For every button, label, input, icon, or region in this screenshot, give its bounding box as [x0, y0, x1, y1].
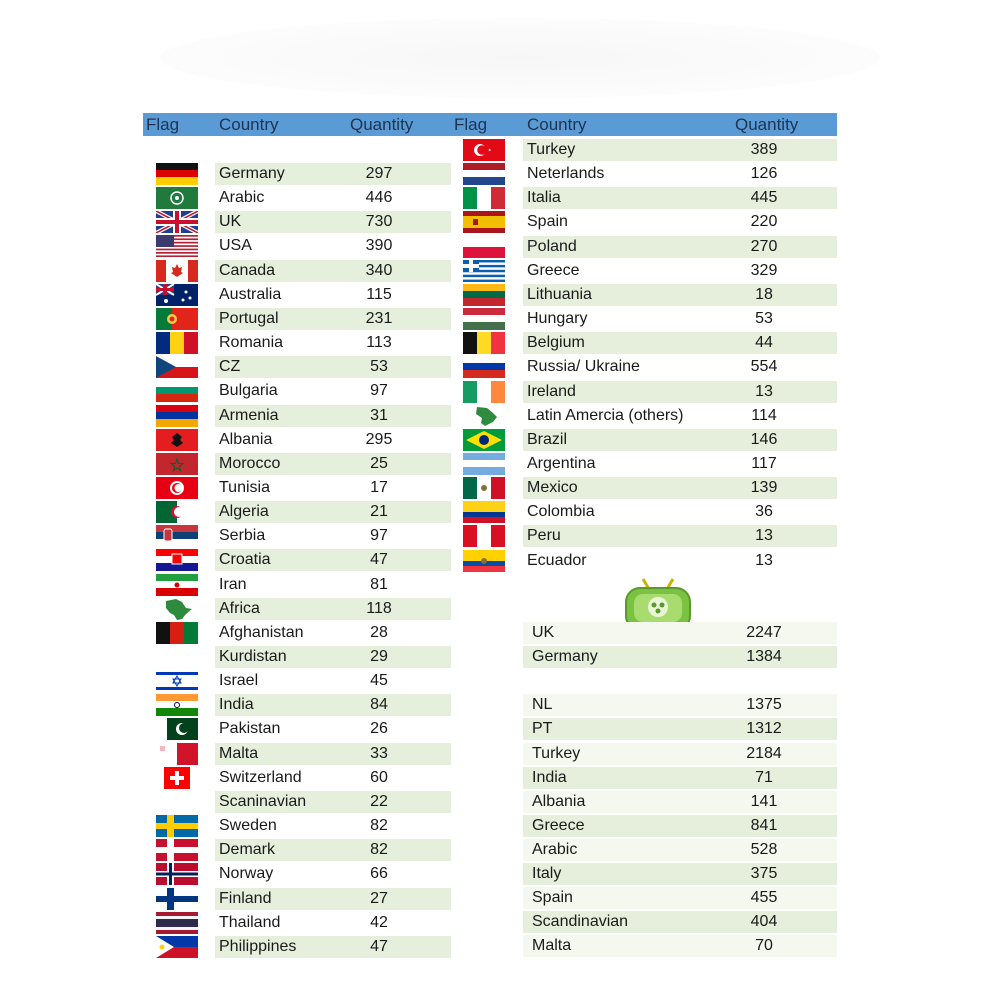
usa-flag — [156, 235, 198, 257]
country-name: Afghanistan — [219, 623, 304, 641]
armenia-flag — [156, 405, 198, 427]
turkey-flag — [463, 139, 505, 161]
canada-flag — [156, 260, 198, 282]
argentina-flag — [463, 453, 505, 475]
channel-quantity: 27 — [370, 889, 388, 907]
country-name: Poland — [527, 237, 577, 255]
lithuania-flag — [463, 284, 505, 306]
vod-quantity: 528 — [750, 841, 778, 858]
greece-flag — [463, 260, 505, 282]
country-name: Tunisia — [219, 478, 270, 496]
vod-country-name: Italy — [532, 865, 562, 882]
country-name: Ecuador — [527, 551, 587, 569]
country-name: Norway — [219, 865, 274, 883]
channel-quantity: 113 — [366, 334, 392, 352]
channel-quantity: 81 — [370, 575, 388, 593]
country-name: India — [219, 696, 254, 714]
header-country-left: Country — [219, 115, 279, 134]
channel-quantity: 13 — [755, 382, 773, 400]
header-quantity-left: Quantity — [350, 115, 414, 134]
vod-quantity: 70 — [755, 937, 773, 954]
channel-quantity: 47 — [370, 937, 388, 955]
arab-league-flag — [156, 187, 198, 209]
country-name: UK — [219, 213, 242, 231]
poland-flag — [463, 236, 505, 258]
country-name: Ireland — [527, 382, 576, 400]
country-name: Brazil — [527, 430, 568, 448]
country-name: Lithuania — [527, 285, 592, 303]
channel-quantity: 390 — [365, 237, 393, 255]
channel-quantity: 22 — [370, 792, 388, 810]
mexico-flag — [463, 477, 505, 499]
vod-country-name: Greece — [532, 817, 585, 834]
vod-quantity: 1312 — [746, 720, 782, 737]
pakistan-flag — [156, 718, 198, 740]
africa-map-icon — [156, 598, 198, 620]
country-name: Russia/ Ukraine — [527, 358, 640, 376]
malta-flag — [156, 743, 198, 765]
channel-quantity: 231 — [365, 309, 393, 327]
country-name: Malta — [219, 744, 259, 762]
vod-quantity: 71 — [755, 769, 773, 786]
country-name: Argentina — [527, 454, 596, 472]
channel-quantity: 45 — [370, 672, 388, 690]
ecuador-flag — [463, 550, 505, 572]
country-name: Colombia — [527, 503, 595, 521]
vod-quantity: 404 — [750, 913, 778, 930]
finland-flag — [156, 888, 198, 910]
country-name: Armenia — [219, 406, 279, 424]
sweden-flag — [156, 815, 198, 837]
country-name: Canada — [219, 261, 276, 279]
vod-country-name: Germany — [532, 648, 598, 665]
czech-flag — [156, 356, 198, 378]
channel-quantity: 730 — [365, 213, 393, 231]
channel-quantity: 146 — [750, 430, 778, 448]
philippines-flag — [156, 936, 198, 958]
country-name: Pakistan — [219, 720, 281, 738]
vod-quantity: 1384 — [746, 648, 782, 665]
iran-flag — [156, 574, 198, 596]
channel-quantity: 29 — [370, 648, 388, 665]
channel-quantity: 44 — [755, 334, 773, 352]
country-name: Bulgaria — [219, 382, 278, 400]
channel-quantity: 295 — [365, 430, 393, 448]
channel-quantity: 554 — [750, 358, 778, 376]
header-flag-right: Flag — [454, 115, 488, 134]
bulgaria-flag — [156, 380, 198, 402]
channel-quantity: 33 — [370, 744, 388, 762]
norway-flag — [156, 863, 198, 885]
channel-quantity: 13 — [755, 551, 773, 569]
morocco-flag — [156, 453, 198, 475]
country-name: Albania — [219, 430, 273, 448]
channel-quantity: 115 — [366, 285, 392, 303]
country-name: Australia — [219, 285, 282, 303]
channel-quantity: 445 — [750, 189, 778, 207]
channel-quantity: 220 — [750, 213, 778, 231]
portugal-flag — [156, 308, 198, 330]
country-name: Croatia — [219, 551, 271, 569]
country-name: Morocco — [219, 454, 281, 472]
algeria-flag — [156, 501, 198, 523]
australia-flag — [156, 284, 198, 306]
vod-country-name: Turkey — [532, 745, 581, 762]
channel-quantity: 389 — [750, 141, 778, 158]
vod-country-name: UK — [532, 624, 555, 641]
channel-quantity: 53 — [755, 310, 773, 328]
country-name: Hungary — [527, 310, 588, 328]
country-name: Scaninavian — [219, 792, 307, 810]
india-flag — [156, 694, 198, 716]
header-banner-area — [160, 18, 880, 98]
channel-quantity: 66 — [370, 865, 388, 883]
country-name: Switzerland — [219, 768, 302, 786]
vod-quantity: 841 — [750, 817, 778, 834]
vod-country-name: Scandinavian — [532, 913, 629, 930]
country-name: Thailand — [219, 913, 281, 931]
country-name: Peru — [527, 527, 561, 545]
country-name: Israel — [219, 672, 259, 690]
afghanistan-flag — [156, 622, 198, 644]
channel-quantity: 117 — [751, 454, 777, 472]
country-name: Mexico — [527, 479, 578, 497]
country-name: Greece — [527, 261, 580, 279]
country-name: Sweden — [219, 817, 277, 835]
thailand-flag — [156, 912, 198, 934]
channel-quantity: 21 — [370, 503, 388, 521]
channel-quantity: 82 — [370, 841, 388, 859]
country-name: Algeria — [219, 503, 269, 521]
channel-quantity: 97 — [370, 382, 388, 400]
spain-flag — [463, 211, 505, 233]
vod-quantity: 2247 — [746, 624, 782, 641]
country-name: Spain — [527, 213, 568, 231]
country-name: Serbia — [219, 527, 266, 545]
channel-quantity: 36 — [755, 503, 773, 521]
country-name: Neterlands — [527, 165, 605, 183]
country-name: Philippines — [219, 937, 297, 955]
channel-quantity: 97 — [370, 527, 388, 545]
russia-flag — [463, 356, 505, 378]
vod-country-name: Arabic — [532, 841, 578, 858]
channel-quantity: 28 — [370, 623, 388, 641]
country-name: Turkey — [527, 141, 576, 158]
channel-quantity: 297 — [365, 165, 393, 182]
country-name: Belgium — [527, 334, 585, 352]
country-name: Italia — [527, 189, 561, 207]
country-name: Germany — [219, 165, 285, 182]
vod-quantity: 455 — [750, 889, 778, 906]
vod-country-name: NL — [532, 696, 553, 713]
germany-flag — [156, 163, 198, 185]
switzerland-flag — [156, 767, 198, 789]
vod-quantity: 141 — [750, 793, 778, 810]
colombia-flag — [463, 501, 505, 523]
uk-flag — [156, 211, 198, 233]
channel-quantity: 25 — [370, 454, 388, 472]
channel-quantity: 84 — [370, 696, 388, 714]
denmark-flag — [156, 839, 198, 861]
peru-flag — [463, 525, 505, 547]
ireland-flag — [463, 381, 505, 403]
header-flag-left: Flag — [146, 115, 180, 134]
country-name: Finland — [219, 889, 272, 907]
channel-quantity: 17 — [370, 478, 388, 496]
country-name: USA — [219, 237, 252, 255]
country-name: CZ — [219, 358, 241, 376]
country-name: Arabic — [219, 189, 265, 207]
channel-quantity: 114 — [751, 406, 777, 424]
country-name: Africa — [219, 599, 260, 617]
vod-country-name: Spain — [532, 889, 573, 906]
vod-country-name: India — [532, 769, 567, 786]
country-name: Latin Amercia (others) — [527, 406, 684, 424]
vod-quantity: 2184 — [746, 745, 782, 762]
vod-country-name: Malta — [532, 937, 572, 954]
channel-quantity: 53 — [370, 358, 388, 376]
channel-quantity: 118 — [366, 599, 392, 617]
romania-flag — [156, 332, 198, 354]
italy-flag — [463, 187, 505, 209]
channel-quantity: 31 — [370, 406, 388, 424]
channel-quantity: 26 — [370, 720, 388, 738]
croatia-flag — [156, 549, 198, 571]
vod-quantity: 1375 — [746, 696, 782, 713]
tunisia-flag — [156, 477, 198, 499]
channel-quantity: 60 — [370, 768, 388, 786]
netherlands-flag — [463, 163, 505, 185]
country-name: Romania — [219, 334, 284, 352]
country-name: Demark — [219, 841, 276, 859]
channel-quantity: 126 — [750, 165, 778, 183]
channel-quantity: 270 — [750, 237, 778, 255]
latin-america-map-icon — [463, 405, 505, 427]
channel-quantity: 18 — [755, 285, 773, 303]
channel-quantity: 340 — [365, 261, 393, 279]
serbia-flag — [156, 525, 198, 547]
channel-quantity: 82 — [370, 817, 388, 835]
channel-quantity: 47 — [370, 551, 388, 569]
israel-flag — [156, 670, 198, 692]
channel-quantity: 139 — [750, 479, 778, 497]
vod-country-name: Albania — [532, 793, 586, 810]
vod-quantity: 375 — [750, 865, 778, 882]
brazil-flag — [463, 429, 505, 451]
channel-quantity: 446 — [365, 189, 393, 207]
header-quantity-right: Quantity — [735, 115, 799, 134]
channel-quantity: 42 — [370, 913, 388, 931]
country-name: Iran — [219, 575, 247, 593]
channel-quantity: 329 — [750, 261, 778, 279]
belgium-flag — [463, 332, 505, 354]
country-name: Kurdistan — [219, 648, 287, 665]
albania-flag — [156, 429, 198, 451]
country-name: Portugal — [219, 309, 279, 327]
header-country-right: Country — [527, 115, 587, 134]
channel-quantity: 13 — [755, 527, 773, 545]
vod-country-name: PT — [532, 720, 553, 737]
hungary-flag — [463, 308, 505, 330]
